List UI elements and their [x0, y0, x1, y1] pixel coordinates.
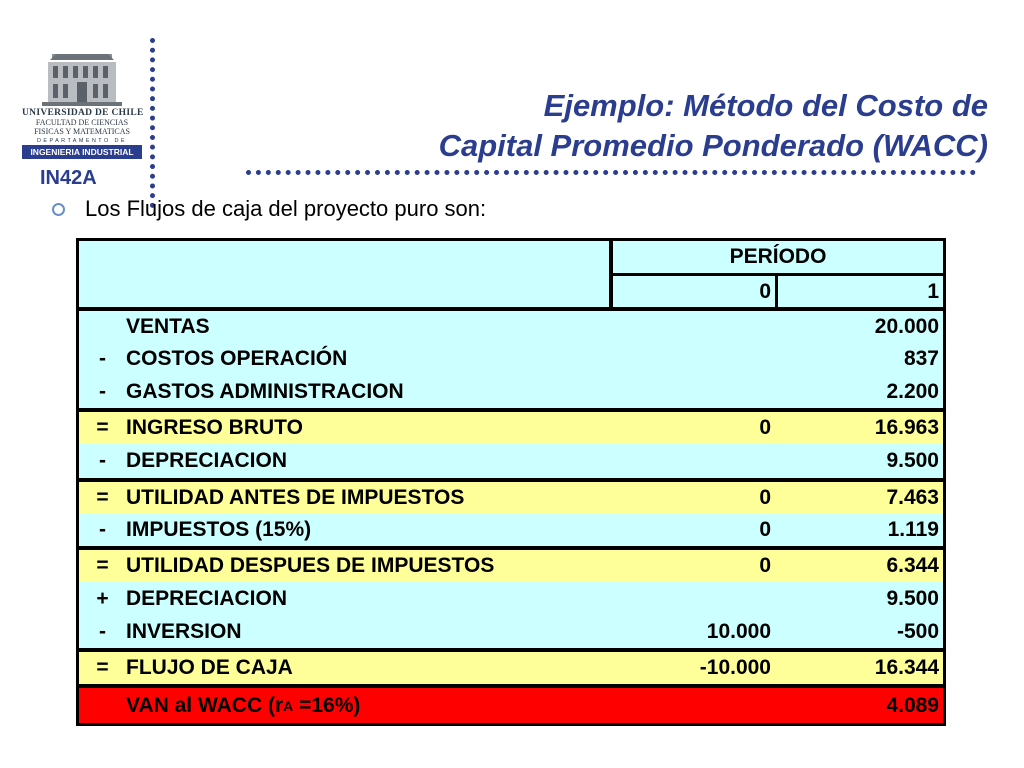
row-operator: =: [79, 412, 126, 444]
header-blank: [79, 241, 609, 307]
row-value-period-0: [613, 376, 775, 408]
row-label: INGRESO BRUTO: [126, 412, 611, 444]
row-operator: =: [79, 652, 126, 684]
bullet-item: [52, 196, 486, 222]
logo-university: UNIVERSIDAD DE CHILE: [22, 108, 144, 118]
logo-department-name: INGENIERIA INDUSTRIAL: [22, 145, 142, 159]
row-value-period-1: 9.500: [778, 582, 943, 615]
van-label-text: VAN al WACC (r: [126, 693, 284, 717]
header-period-0: 0: [613, 276, 775, 307]
row-value-period-1: 1.119: [778, 514, 943, 546]
row-label: FLUJO DE CAJA: [126, 652, 611, 684]
van-label: [126, 688, 626, 723]
university-logo: [22, 48, 142, 159]
row-label: DEPRECIACION: [126, 582, 611, 615]
row-label: VENTAS: [126, 311, 611, 343]
row-value-period-0: 0: [613, 550, 775, 582]
row-value-period-1: 16.344: [778, 652, 943, 684]
row-operator: +: [79, 582, 126, 615]
row-value-period-1: 2.200: [778, 376, 943, 408]
van-label-subscript: A: [283, 697, 294, 714]
header-period-1: 1: [778, 276, 943, 307]
row-value-period-1: 9.500: [778, 444, 943, 478]
row-operator: -: [79, 444, 126, 478]
row-value-period-1: 16.963: [778, 412, 943, 444]
row-operator: =: [79, 482, 126, 514]
logo-faculty: FACULTAD DE CIENCIAS: [35, 118, 129, 127]
van-label-rate: =16%): [293, 693, 361, 717]
row-value-period-0: 0: [613, 514, 775, 546]
row-label: INVERSION: [126, 615, 611, 648]
slide-title-line1: Ejemplo: Método del Costo de: [543, 88, 988, 123]
bullet-text: Los Flujos de caja del proyecto puro son:: [85, 196, 487, 221]
row-value-period-1: 837: [778, 343, 943, 375]
van-value: 4.089: [778, 688, 943, 723]
building-icon: [22, 48, 142, 106]
row-value-period-0: [613, 343, 775, 375]
logo-faculty-2: FISICAS Y MATEMATICAS: [34, 127, 130, 136]
row-value-period-0: -10.000: [613, 652, 775, 684]
row-label: UTILIDAD ANTES DE IMPUESTOS: [126, 482, 611, 514]
slide-title: [439, 86, 988, 166]
row-label: DEPRECIACION: [126, 444, 611, 478]
slide-title-line2: Capital Promedio Ponderado (WACC): [438, 128, 988, 163]
row-value-period-0: 0: [613, 412, 775, 444]
row-value-period-1: 6.344: [778, 550, 943, 582]
row-value-period-1: -500: [778, 615, 943, 648]
row-value-period-0: [613, 311, 775, 343]
cash-flow-table: [76, 238, 946, 726]
row-label: GASTOS ADMINISTRACION: [126, 376, 611, 408]
row-value-period-1: 7.463: [778, 482, 943, 514]
horizontal-divider: [246, 170, 976, 175]
course-code: IN42A: [40, 167, 97, 189]
row-value-period-0: 0: [613, 482, 775, 514]
row-label: UTILIDAD DESPUES DE IMPUESTOS: [126, 550, 611, 582]
bullet-circle-icon: [52, 203, 65, 216]
vertical-divider: [150, 38, 155, 208]
row-label: COSTOS OPERACIÓN: [126, 343, 611, 375]
row-operator: -: [79, 514, 126, 546]
row-value-period-0: [613, 444, 775, 478]
logo-department: DEPARTAMENTO DE: [37, 138, 127, 144]
row-value-period-1: 20.000: [778, 311, 943, 343]
header-periodo: PERÍODO: [613, 241, 943, 273]
row-operator: [79, 311, 126, 343]
row-operator: -: [79, 615, 126, 648]
row-operator: -: [79, 376, 126, 408]
row-value-period-0: [613, 582, 775, 615]
row-label: IMPUESTOS (15%): [126, 514, 611, 546]
row-value-period-0: 10.000: [613, 615, 775, 648]
row-operator: -: [79, 343, 126, 375]
row-operator: =: [79, 550, 126, 582]
